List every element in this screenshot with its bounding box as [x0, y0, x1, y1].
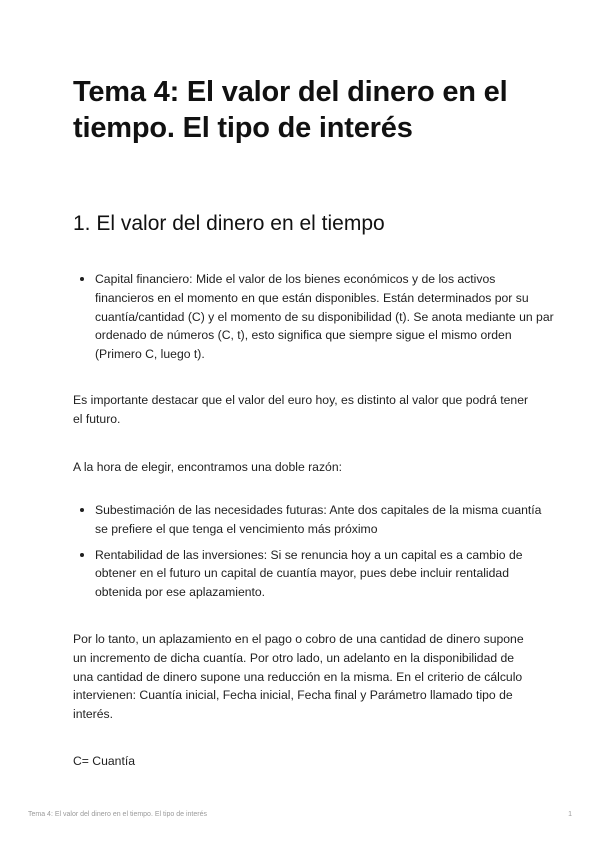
list-item: Subestimación de las necesidades futuras: Ante dos capitales de la misma cuantía se prefiere el que tenga el vencimiento más próximo [95, 501, 555, 539]
paragraph-quantity-definition: C= Cuantía [73, 754, 135, 768]
list-item: Rentabilidad de las inversiones: Si se renuncia hoy a un capital es a cambio de obtener en el futuro un capital de cuantía mayor, pues debe incluir rentalidad obtenida por ese aplazamiento. [95, 546, 555, 602]
list-item: Capital financiero: Mide el valor de los bienes económicos y de los activos financieros en el momento en que están disponibles. Están determinados por su cuantía/cantidad (C) y el momento de su disponibilidad (t). Se anota mediante un par ordenado de números (C, t), esto significa que siempre sigue el mismo orden (Primero C, luego t). [95, 270, 555, 364]
section-heading: 1. El valor del dinero en el tiempo [73, 212, 385, 235]
paragraph-double-reason: A la hora de elegir, encontramos una doble razón: [73, 460, 342, 474]
footer-title: Tema 4: El valor del dinero en el tiempo. El tipo de interés [28, 811, 207, 818]
document-title: Tema 4: El valor del dinero en el tiempo. El tipo de interés [73, 76, 508, 144]
bullet-list-reasons [73, 501, 555, 609]
paragraph-euro-value: Es importante destacar que el valor del euro hoy, es distinto al valor que podrá tener el futuro. [73, 393, 529, 426]
paragraph-calculation-criteria: Por lo tanto, un aplazamiento en el pago o cobro de una cantidad de dinero supone un incremento de dicha cuantía. Por otro lado, un adelanto en la disponibilidad de una cantidad de dinero supone una reducción en la misma. En el criterio de cálculo intervienen: Cuantía inicial, Fecha inicial, Fecha final y Parámetro llamado tipo de interés. [73, 632, 524, 722]
page-number: 1 [568, 811, 572, 818]
bullet-list-capital [73, 270, 555, 371]
